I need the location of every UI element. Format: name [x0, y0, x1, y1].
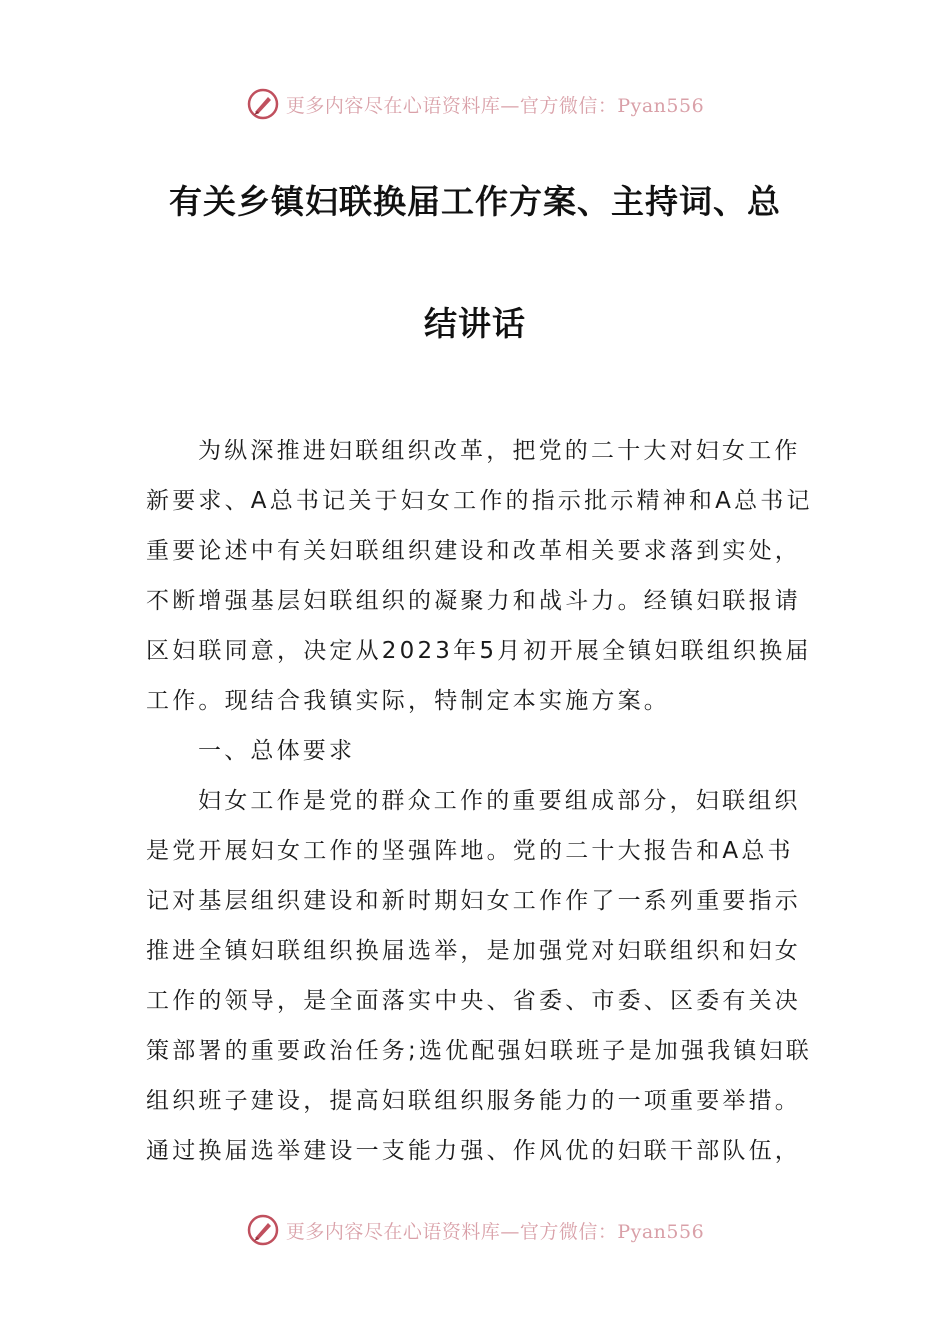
body-line: 是党开展妇女工作的坚强阵地。党的二十大报告和A总书 — [146, 838, 794, 864]
body-line: 区妇联同意，决定从2023年5月初开展全镇妇联组织换届 — [146, 638, 812, 664]
body-line: 不断增强基层妇联组织的凝聚力和战斗力。经镇妇联报请 — [146, 588, 801, 614]
section-heading: 一、总体要求 — [198, 738, 356, 764]
header-watermark — [0, 84, 950, 124]
document-title-line-2: 结讲话 — [424, 304, 526, 343]
body-line: 推进全镇妇联组织换届选举，是加强党对妇联组织和妇女 — [146, 938, 801, 964]
body-line: 记对基层组织建设和新时期妇女工作作了一系列重要指示 — [146, 888, 801, 914]
footer-watermark — [0, 1210, 950, 1250]
body-line: 组织班子建设，提高妇联组织服务能力的一项重要举措。 — [146, 1088, 801, 1114]
body-line: 为纵深推进妇联组织改革，把党的二十大对妇女工作 — [198, 438, 801, 464]
body-line: 重要论述中有关妇联组织建设和改革相关要求落到实处， — [146, 538, 801, 564]
body-line: 工作的领导，是全面落实中央、省委、市委、区委有关决 — [146, 988, 801, 1014]
body-line: 妇女工作是党的群众工作的重要组成部分，妇联组织 — [198, 788, 801, 814]
body-line: 新要求、A总书记关于妇女工作的指示批示精神和A总书记 — [146, 488, 813, 514]
watermark-text: 更多内容尽在心语资料库—官方微信：Pyan556 — [285, 1220, 705, 1243]
body-line: 策部署的重要政治任务;选优配强妇联班子是加强我镇妇联 — [146, 1038, 812, 1064]
document-title-line-1: 有关乡镇妇联换届工作方案、主持词、总 — [169, 182, 781, 221]
watermark-text: 更多内容尽在心语资料库—官方微信：Pyan556 — [285, 94, 705, 117]
body-line: 通过换届选举建设一支能力强、作风优的妇联干部队伍， — [146, 1138, 801, 1164]
body-line: 工作。现结合我镇实际，特制定本实施方案。 — [146, 688, 670, 714]
pen-logo-icon — [246, 87, 280, 121]
pen-logo-icon — [246, 1213, 280, 1247]
document-body — [146, 426, 816, 1176]
